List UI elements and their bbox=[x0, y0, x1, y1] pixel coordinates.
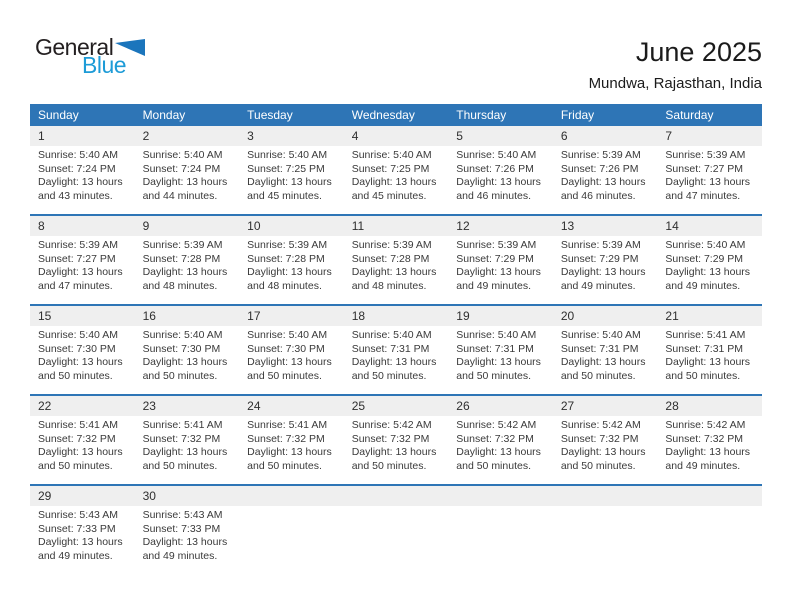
day-number: 12 bbox=[456, 219, 470, 233]
empty-day-number bbox=[448, 486, 553, 506]
daylight-text: Daylight: 13 hours and 50 minutes. bbox=[38, 446, 123, 472]
day-cell bbox=[239, 416, 344, 473]
weekday-header-row bbox=[30, 104, 762, 126]
sunset-text: Sunset: 7:28 PM bbox=[247, 252, 325, 265]
weekday-wednesday: Wednesday bbox=[351, 108, 415, 122]
daylight-text: Daylight: 13 hours and 49 minutes. bbox=[38, 536, 123, 562]
daylight-text: Daylight: 13 hours and 49 minutes. bbox=[665, 446, 751, 472]
daylight-text: Daylight: 13 hours and 43 minutes. bbox=[38, 176, 123, 202]
sunrise-text: Sunrise: 5:43 AM bbox=[38, 509, 118, 521]
sunrise-text: Sunrise: 5:40 AM bbox=[665, 239, 746, 251]
day-cell bbox=[30, 146, 135, 203]
daylight-text: Daylight: 13 hours and 50 minutes. bbox=[247, 356, 332, 382]
weekday-friday: Friday bbox=[560, 108, 595, 122]
daylight-text: Daylight: 13 hours and 49 minutes. bbox=[665, 266, 751, 292]
day-number: 9 bbox=[142, 219, 150, 233]
sunset-text: Sunset: 7:31 PM bbox=[665, 342, 744, 355]
calendar-table bbox=[30, 104, 762, 574]
daylight-text: Daylight: 13 hours and 50 minutes. bbox=[142, 356, 228, 382]
sunrise-text: Sunrise: 5:39 AM bbox=[38, 239, 118, 251]
daylight-text: Daylight: 13 hours and 47 minutes. bbox=[38, 266, 123, 292]
sunrise-text: Sunrise: 5:39 AM bbox=[247, 239, 328, 251]
sunset-text: Sunset: 7:31 PM bbox=[560, 342, 639, 355]
sunset-text: Sunset: 7:32 PM bbox=[247, 432, 325, 445]
sunrise-text: Sunrise: 5:40 AM bbox=[456, 149, 537, 161]
day-cell bbox=[448, 416, 553, 473]
sunrise-text: Sunrise: 5:39 AM bbox=[351, 239, 432, 251]
day-cell bbox=[657, 146, 762, 203]
weekday-saturday: Saturday bbox=[665, 108, 714, 122]
sunset-text: Sunset: 7:25 PM bbox=[247, 162, 325, 175]
day-number: 24 bbox=[247, 399, 261, 413]
sunset-text: Sunset: 7:31 PM bbox=[456, 342, 534, 355]
empty-day-cell bbox=[344, 506, 449, 563]
sunrise-text: Sunrise: 5:40 AM bbox=[560, 329, 641, 341]
daylight-text: Daylight: 13 hours and 46 minutes. bbox=[456, 176, 541, 202]
title-block bbox=[589, 38, 762, 92]
day-number: 17 bbox=[247, 309, 261, 323]
day-details-band bbox=[30, 506, 762, 563]
day-number: 16 bbox=[142, 309, 156, 323]
sunset-text: Sunset: 7:32 PM bbox=[456, 432, 534, 445]
sunrise-text: Sunrise: 5:41 AM bbox=[247, 419, 328, 431]
day-cell bbox=[344, 416, 449, 473]
sunset-text: Sunset: 7:24 PM bbox=[142, 162, 221, 175]
day-number-band bbox=[30, 126, 762, 146]
day-cell bbox=[135, 506, 240, 563]
week-row bbox=[30, 484, 762, 574]
day-number: 19 bbox=[456, 309, 470, 323]
empty-day-cell bbox=[657, 506, 762, 563]
day-cell bbox=[239, 326, 344, 383]
sunrise-text: Sunrise: 5:39 AM bbox=[456, 239, 537, 251]
sunrise-text: Sunrise: 5:40 AM bbox=[247, 149, 328, 161]
sunrise-text: Sunrise: 5:43 AM bbox=[142, 509, 223, 521]
daylight-text: Daylight: 13 hours and 50 minutes. bbox=[351, 446, 437, 472]
week-row bbox=[30, 394, 762, 484]
day-cell bbox=[30, 236, 135, 293]
sunset-text: Sunset: 7:29 PM bbox=[456, 252, 534, 265]
daylight-text: Daylight: 13 hours and 50 minutes. bbox=[247, 446, 332, 472]
day-number: 20 bbox=[560, 309, 575, 323]
sunset-text: Sunset: 7:31 PM bbox=[351, 342, 430, 355]
general-blue-logo bbox=[30, 34, 145, 78]
day-number-band bbox=[30, 396, 762, 416]
day-cell bbox=[553, 146, 658, 203]
sunset-text: Sunset: 7:26 PM bbox=[560, 162, 639, 175]
weekday-sunday: Sunday bbox=[38, 108, 79, 122]
day-cell bbox=[448, 236, 553, 293]
location-subtitle: Mundwa, Rajasthan, India bbox=[588, 75, 762, 92]
day-number: 8 bbox=[38, 219, 45, 233]
empty-day-number bbox=[239, 486, 344, 506]
sunrise-text: Sunrise: 5:40 AM bbox=[351, 149, 432, 161]
sunset-text: Sunset: 7:24 PM bbox=[38, 162, 116, 175]
day-cell bbox=[657, 236, 762, 293]
day-cell bbox=[239, 146, 344, 203]
day-cell bbox=[135, 416, 240, 473]
sunset-text: Sunset: 7:32 PM bbox=[38, 432, 116, 445]
day-number: 25 bbox=[351, 399, 366, 413]
day-number: 14 bbox=[665, 219, 679, 233]
sunrise-text: Sunrise: 5:39 AM bbox=[142, 239, 223, 251]
day-cell bbox=[344, 236, 449, 293]
sunset-text: Sunset: 7:30 PM bbox=[38, 342, 116, 355]
empty-day-cell bbox=[553, 506, 658, 563]
day-number: 21 bbox=[665, 309, 679, 323]
day-number-band bbox=[30, 486, 762, 506]
daylight-text: Daylight: 13 hours and 48 minutes. bbox=[351, 266, 437, 292]
daylight-text: Daylight: 13 hours and 50 minutes. bbox=[456, 356, 541, 382]
sunrise-text: Sunrise: 5:42 AM bbox=[351, 419, 432, 431]
empty-day-number bbox=[553, 486, 658, 506]
sunset-text: Sunset: 7:26 PM bbox=[456, 162, 534, 175]
sunset-text: Sunset: 7:29 PM bbox=[560, 252, 639, 265]
daylight-text: Daylight: 13 hours and 45 minutes. bbox=[351, 176, 437, 202]
sunrise-text: Sunrise: 5:39 AM bbox=[560, 149, 641, 161]
logo-text-blue: Blue bbox=[82, 52, 127, 78]
day-number: 1 bbox=[38, 129, 45, 143]
day-number: 30 bbox=[142, 489, 156, 503]
daylight-text: Daylight: 13 hours and 50 minutes. bbox=[456, 446, 541, 472]
calendar-weeks bbox=[30, 126, 762, 574]
day-number-band bbox=[30, 216, 762, 236]
day-number: 2 bbox=[142, 129, 150, 143]
sunset-text: Sunset: 7:25 PM bbox=[351, 162, 430, 175]
sunrise-text: Sunrise: 5:41 AM bbox=[38, 419, 118, 431]
day-cell bbox=[553, 416, 658, 473]
sunset-text: Sunset: 7:30 PM bbox=[142, 342, 221, 355]
sunset-text: Sunset: 7:28 PM bbox=[351, 252, 430, 265]
sunrise-text: Sunrise: 5:42 AM bbox=[456, 419, 537, 431]
daylight-text: Daylight: 13 hours and 50 minutes. bbox=[665, 356, 751, 382]
day-cell bbox=[30, 326, 135, 383]
day-number-band bbox=[30, 306, 762, 326]
day-cell bbox=[657, 416, 762, 473]
sunrise-text: Sunrise: 5:40 AM bbox=[38, 149, 118, 161]
sunrise-text: Sunrise: 5:42 AM bbox=[560, 419, 641, 431]
sunrise-text: Sunrise: 5:40 AM bbox=[247, 329, 328, 341]
daylight-text: Daylight: 13 hours and 47 minutes. bbox=[665, 176, 751, 202]
sunset-text: Sunset: 7:29 PM bbox=[665, 252, 744, 265]
page-header bbox=[30, 36, 762, 92]
day-details-band bbox=[30, 236, 762, 293]
daylight-text: Daylight: 13 hours and 48 minutes. bbox=[247, 266, 332, 292]
sunrise-text: Sunrise: 5:40 AM bbox=[456, 329, 537, 341]
weekday-thursday: Thursday bbox=[456, 108, 507, 122]
day-cell bbox=[135, 326, 240, 383]
day-number: 27 bbox=[560, 399, 575, 413]
sunrise-text: Sunrise: 5:40 AM bbox=[142, 149, 223, 161]
sunrise-text: Sunrise: 5:40 AM bbox=[351, 329, 432, 341]
week-row bbox=[30, 304, 762, 394]
day-cell bbox=[553, 236, 658, 293]
day-number: 29 bbox=[38, 489, 52, 503]
day-number: 3 bbox=[247, 129, 254, 143]
sunrise-text: Sunrise: 5:39 AM bbox=[560, 239, 641, 251]
day-number: 4 bbox=[351, 129, 359, 143]
day-cell bbox=[135, 236, 240, 293]
sunrise-text: Sunrise: 5:41 AM bbox=[665, 329, 746, 341]
daylight-text: Daylight: 13 hours and 45 minutes. bbox=[247, 176, 332, 202]
weekday-monday: Monday bbox=[142, 108, 186, 122]
day-cell bbox=[448, 326, 553, 383]
daylight-text: Daylight: 13 hours and 46 minutes. bbox=[560, 176, 646, 202]
sunset-text: Sunset: 7:32 PM bbox=[560, 432, 639, 445]
day-number: 11 bbox=[351, 219, 365, 233]
sunrise-text: Sunrise: 5:41 AM bbox=[142, 419, 223, 431]
daylight-text: Daylight: 13 hours and 48 minutes. bbox=[142, 266, 228, 292]
sunset-text: Sunset: 7:32 PM bbox=[351, 432, 430, 445]
daylight-text: Daylight: 13 hours and 50 minutes. bbox=[560, 446, 646, 472]
empty-day-number bbox=[657, 486, 762, 506]
sunset-text: Sunset: 7:28 PM bbox=[142, 252, 221, 265]
week-row bbox=[30, 126, 762, 214]
day-details-band bbox=[30, 326, 762, 383]
day-number: 7 bbox=[665, 129, 673, 143]
day-number: 26 bbox=[456, 399, 470, 413]
day-cell bbox=[30, 506, 135, 563]
day-number: 18 bbox=[351, 309, 366, 323]
daylight-text: Daylight: 13 hours and 50 minutes. bbox=[142, 446, 228, 472]
day-number: 13 bbox=[560, 219, 575, 233]
day-cell bbox=[448, 146, 553, 203]
daylight-text: Daylight: 13 hours and 50 minutes. bbox=[351, 356, 437, 382]
week-row bbox=[30, 214, 762, 304]
sunset-text: Sunset: 7:33 PM bbox=[38, 522, 116, 535]
day-details-band bbox=[30, 146, 762, 203]
day-number: 10 bbox=[247, 219, 261, 233]
daylight-text: Daylight: 13 hours and 49 minutes. bbox=[560, 266, 646, 292]
day-number: 23 bbox=[142, 399, 156, 413]
day-number: 22 bbox=[38, 399, 52, 413]
sunset-text: Sunset: 7:30 PM bbox=[247, 342, 325, 355]
empty-day-number bbox=[344, 486, 449, 506]
day-number: 5 bbox=[456, 129, 463, 143]
sunset-text: Sunset: 7:32 PM bbox=[665, 432, 744, 445]
daylight-text: Daylight: 13 hours and 49 minutes. bbox=[456, 266, 541, 292]
day-number: 6 bbox=[560, 129, 568, 143]
sunset-text: Sunset: 7:32 PM bbox=[142, 432, 221, 445]
day-cell bbox=[657, 326, 762, 383]
day-cell bbox=[30, 416, 135, 473]
daylight-text: Daylight: 13 hours and 49 minutes. bbox=[142, 536, 228, 562]
sunrise-text: Sunrise: 5:40 AM bbox=[38, 329, 118, 341]
daylight-text: Daylight: 13 hours and 44 minutes. bbox=[142, 176, 228, 202]
sunrise-text: Sunrise: 5:39 AM bbox=[665, 149, 746, 161]
empty-day-cell bbox=[448, 506, 553, 563]
sunrise-text: Sunrise: 5:40 AM bbox=[142, 329, 223, 341]
sunset-text: Sunset: 7:27 PM bbox=[38, 252, 116, 265]
empty-day-cell bbox=[239, 506, 344, 563]
sunset-text: Sunset: 7:33 PM bbox=[142, 522, 221, 535]
day-number: 15 bbox=[38, 309, 52, 323]
month-title: June 2025 bbox=[635, 37, 762, 67]
logo-text-general: General bbox=[35, 34, 114, 60]
day-details-band bbox=[30, 416, 762, 473]
day-number: 28 bbox=[665, 399, 679, 413]
day-cell bbox=[553, 326, 658, 383]
sunset-text: Sunset: 7:27 PM bbox=[665, 162, 744, 175]
day-cell bbox=[344, 146, 449, 203]
daylight-text: Daylight: 13 hours and 50 minutes. bbox=[38, 356, 123, 382]
sunrise-text: Sunrise: 5:42 AM bbox=[665, 419, 746, 431]
weekday-tuesday: Tuesday bbox=[247, 108, 293, 122]
day-cell bbox=[344, 326, 449, 383]
daylight-text: Daylight: 13 hours and 50 minutes. bbox=[560, 356, 646, 382]
day-cell bbox=[135, 146, 240, 203]
day-cell bbox=[239, 236, 344, 293]
